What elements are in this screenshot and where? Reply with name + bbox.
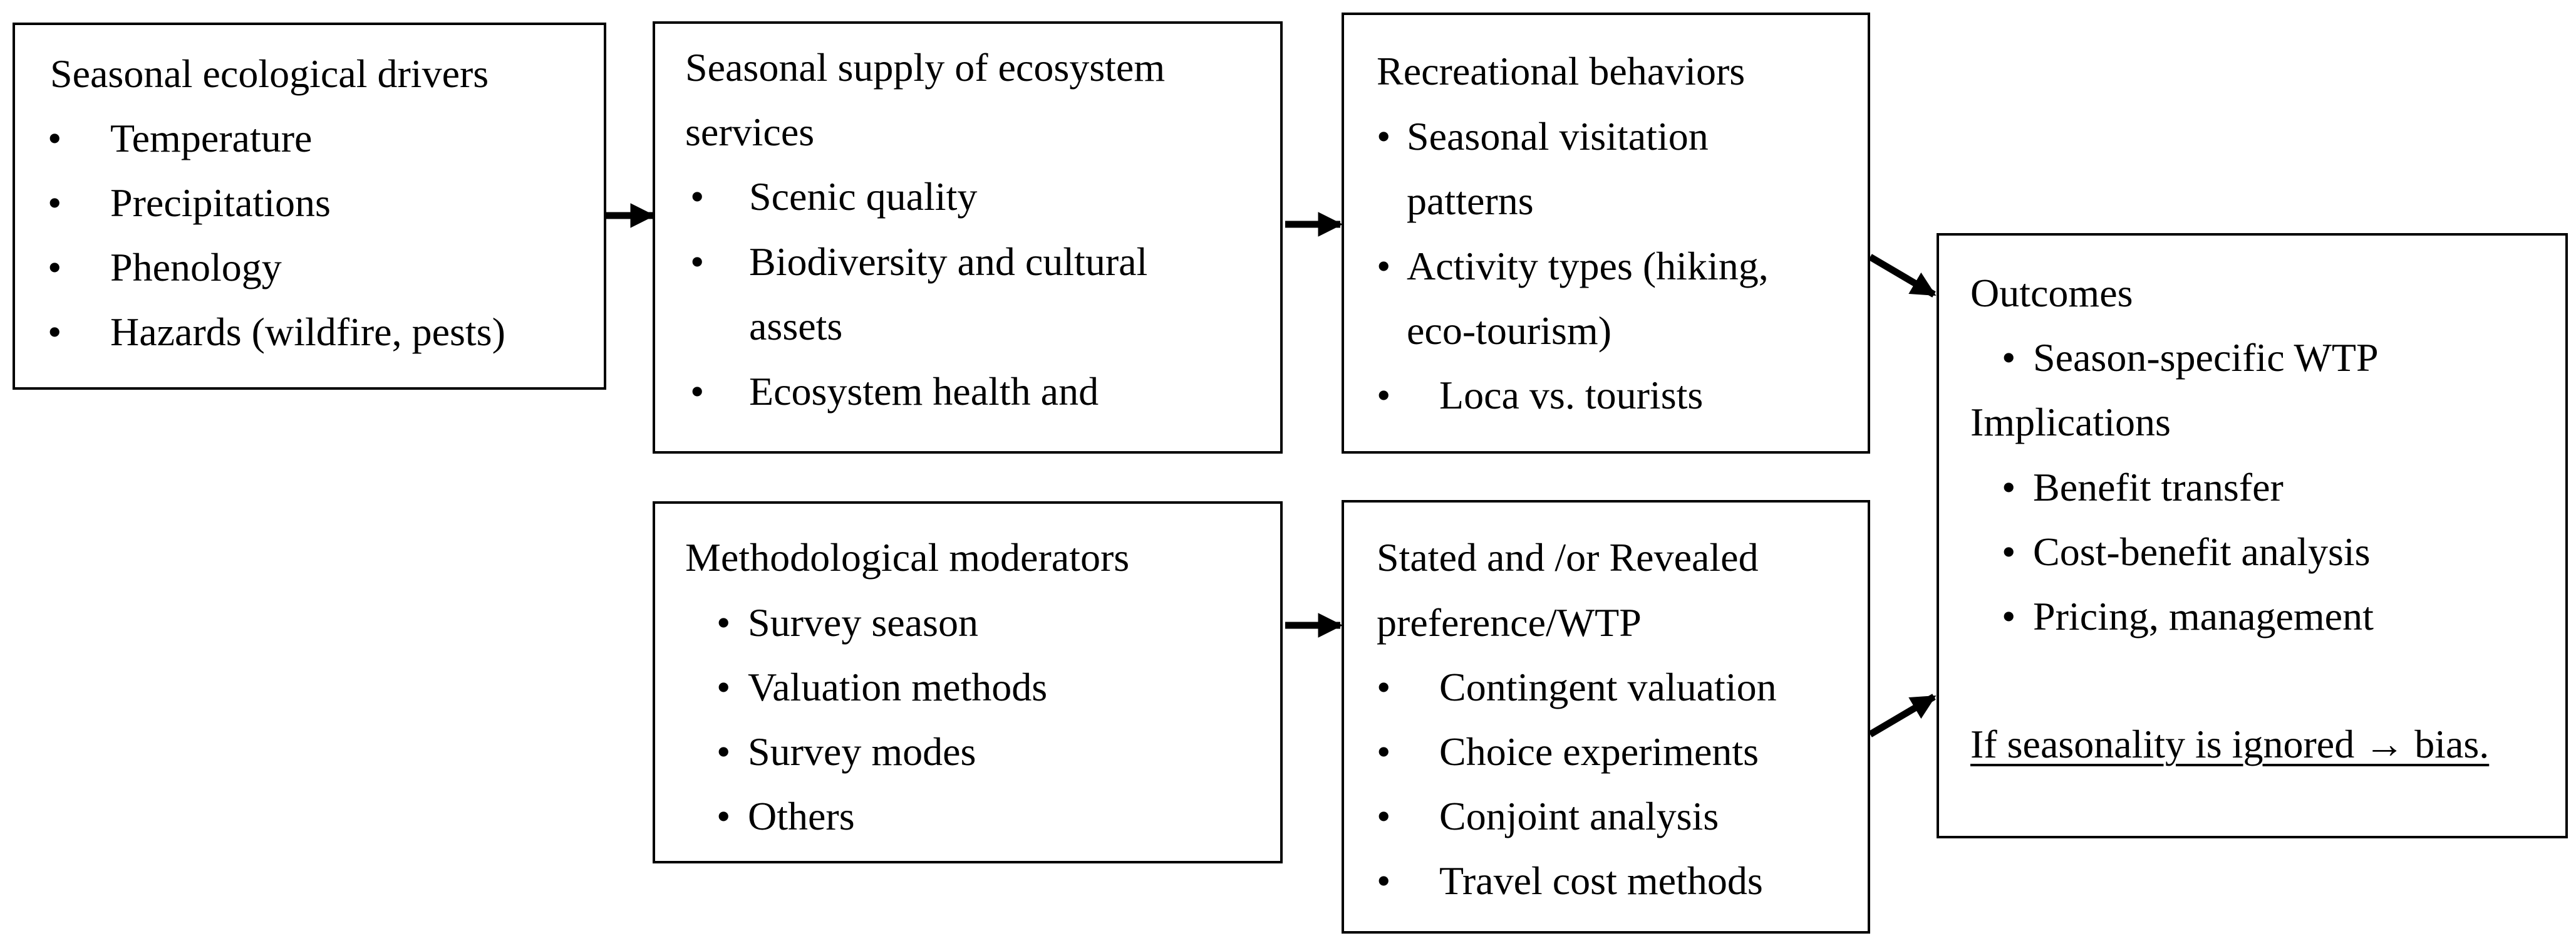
recreation-title: Recreational behaviors xyxy=(1377,49,1746,93)
bullet-icon: • xyxy=(1377,244,1391,288)
bullet-icon: • xyxy=(690,174,705,219)
moderators-title: Methodological moderators xyxy=(685,535,1130,580)
bullet-icon: • xyxy=(690,239,705,284)
bullet-icon: • xyxy=(1377,794,1391,838)
bullet-icon: • xyxy=(48,116,62,160)
supply-title-line2: services xyxy=(685,110,815,154)
supply-title-line1: Seasonal supply of ecosystem xyxy=(685,45,1166,90)
box-seasonal-supply: Seasonal supply of ecosystem services • Scenic quality • Biodiversity and cultural assets • Ecosystem health and xyxy=(653,21,1283,454)
box-recreational-behaviors: Recreational behaviors • Seasonal visitation patterns • Activity types (hiking, eco-tourism) • Loca vs. tourists xyxy=(1342,13,1870,454)
bullet-icon: • xyxy=(2002,335,2016,380)
bullet-icon: • xyxy=(48,180,62,225)
bullet-icon: • xyxy=(1377,665,1391,709)
box-stated-revealed-preference: Stated and /or Revealed preference/WTP • Contingent valuation • Choice experiments • Conjoint analysis • Travel cost methods xyxy=(1342,500,1870,934)
bullet-icon: • xyxy=(716,600,731,645)
arrow-recreation-to-outcomes xyxy=(1870,257,1934,294)
box-outcomes: Outcomes • Season-specific WTP Implications • Benefit transfer • Cost-benefit analysis • Pricing, management If seasonality is ignored → bias. xyxy=(1937,233,2568,838)
box-seasonal-ecological-drivers: Seasonal ecological drivers • Temperature • Precipitations • Phenology • Hazards (wildfire, pests) xyxy=(13,23,606,390)
bullet-icon: • xyxy=(1377,729,1391,774)
bullet-icon: • xyxy=(716,665,731,709)
bullet-icon: • xyxy=(48,310,62,354)
bullet-icon: • xyxy=(716,794,731,838)
arrow-preference-to-outcomes xyxy=(1870,697,1934,734)
bullet-icon: • xyxy=(2002,529,2016,574)
seasonality-bias-note: If seasonality is ignored → bias. xyxy=(1970,722,2490,766)
preference-title-line2: preference/WTP xyxy=(1377,600,1642,645)
drivers-title: Seasonal ecological drivers xyxy=(50,51,489,96)
bullet-icon: • xyxy=(1377,858,1391,903)
outcomes-title: Outcomes xyxy=(1970,271,2133,315)
bullet-icon: • xyxy=(2002,465,2016,509)
bullet-icon: • xyxy=(48,245,62,289)
preference-title-line1: Stated and /or Revealed xyxy=(1377,535,1759,580)
bullet-icon: • xyxy=(690,369,705,414)
bullet-icon: • xyxy=(2002,594,2016,638)
bullet-icon: • xyxy=(1377,373,1391,417)
bullet-icon: • xyxy=(716,729,731,774)
box-methodological-moderators: Methodological moderators • Survey season • Valuation methods • Survey modes • Others xyxy=(653,501,1283,863)
bullet-icon: • xyxy=(1377,114,1391,159)
implications-title: Implications xyxy=(1970,400,2171,444)
